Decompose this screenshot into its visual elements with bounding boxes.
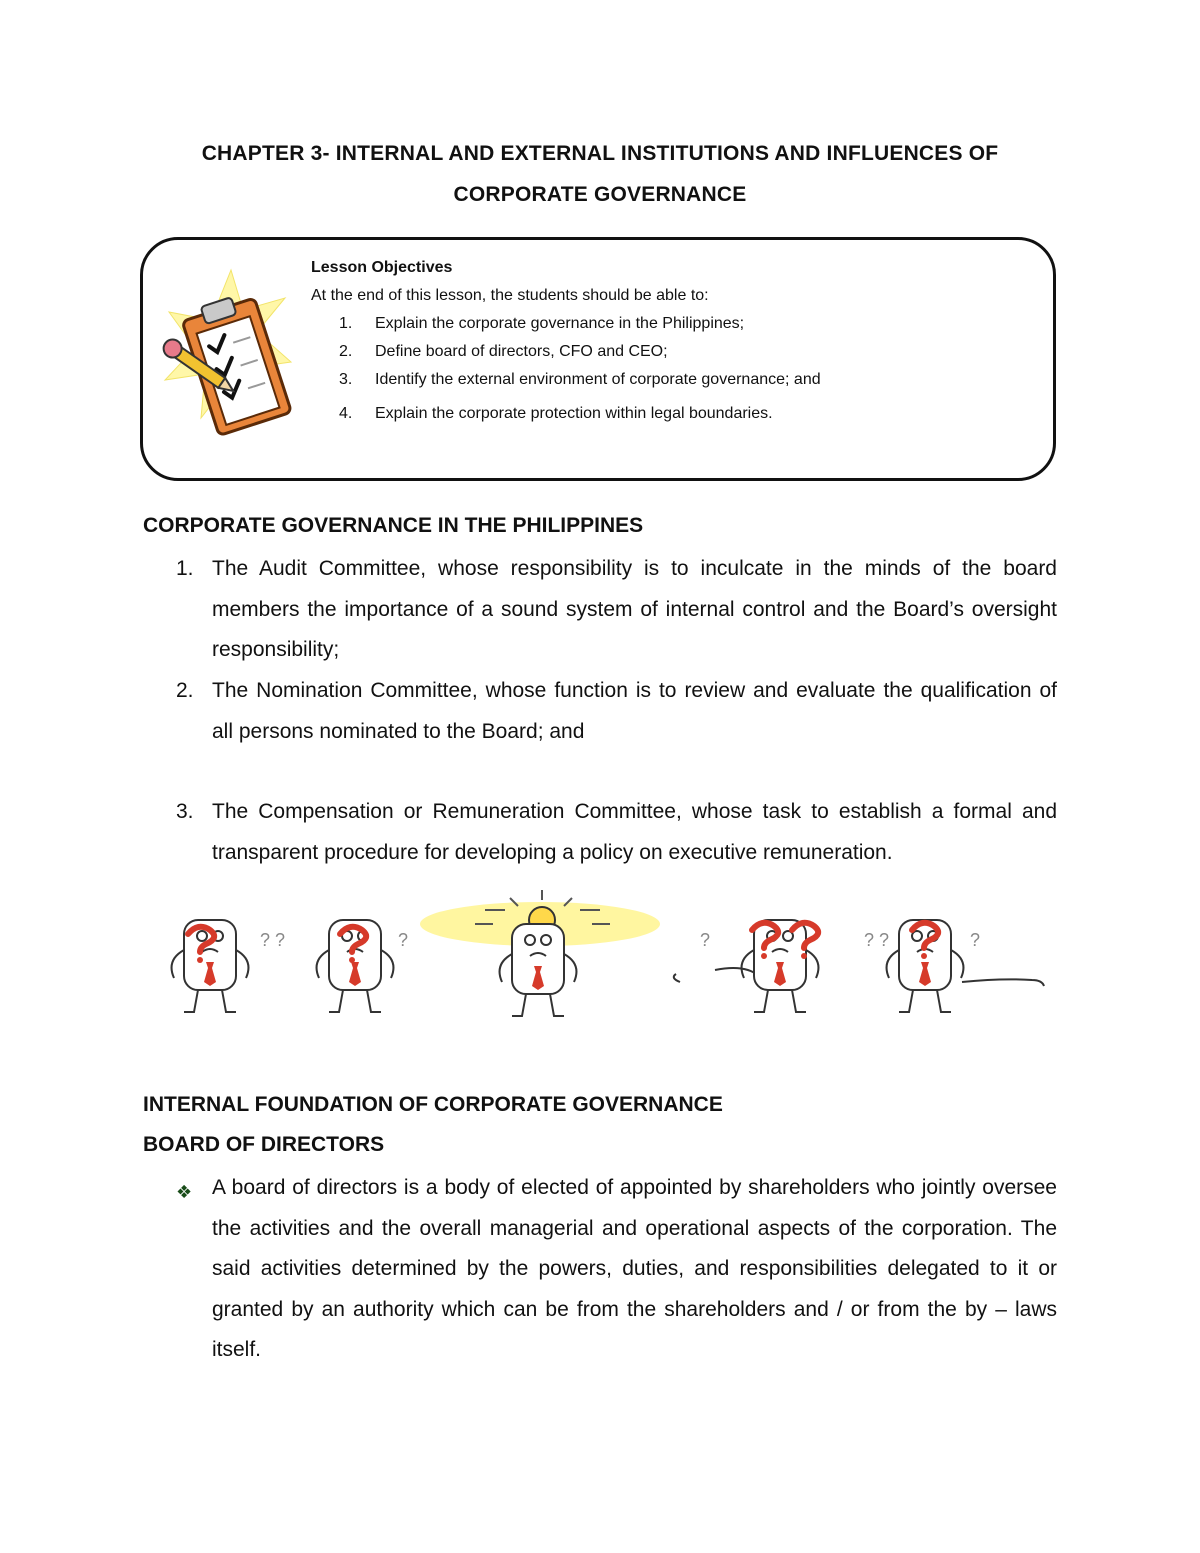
- section-heading-internal-foundation: INTERNAL FOUNDATION OF CORPORATE GOVERNANCE: [143, 1093, 723, 1116]
- committee-item-audit: 1. The Audit Committee, whose responsibility is to inculcate in the minds of the board members the importance of a sound system of internal control and the Board’s oversight responsibility;: [176, 557, 1057, 661]
- diamond-bullet-icon: ❖: [176, 1182, 193, 1202]
- svg-text:?: ?: [398, 930, 409, 950]
- svg-text:? ?: ? ?: [260, 930, 286, 950]
- list-item: 2. Define board of directors, CFO and CEO;: [339, 343, 668, 360]
- chapter-title-line-1: CHAPTER 3- INTERNAL AND EXTERNAL INSTITUTIONS AND INFLUENCES OF: [201, 142, 999, 165]
- clipboard-checklist-icon: [161, 268, 301, 458]
- committee-item-compensation: 3. The Compensation or Remuneration Committee, whose task to establish a formal and transparent procedure for developing a policy on executive remuneration.: [176, 800, 1057, 864]
- thinking-people-illustration: [140, 890, 1060, 1020]
- list-item: 3. Identify the external environment of corporate governance; and: [339, 371, 821, 388]
- objectives-intro: At the end of this lesson, the students should be able to:: [311, 287, 709, 304]
- svg-text:?: ?: [970, 930, 981, 950]
- lesson-objectives-box: [140, 237, 1056, 481]
- list-item: 1. Explain the corporate governance in the Philippines;: [339, 315, 745, 332]
- section-heading-philippines: CORPORATE GOVERNANCE IN THE PHILIPPINES: [143, 514, 644, 537]
- board-definition-bullet: ❖ A board of directors is a body of elected of appointed by shareholders who jointly oversee the activities and the overall managerial and operational aspects of the corporation. The said activities determined by the powers, duties, and responsibilities delegated to it or granted by an authority which can be from the shareholders and / or from the by – laws itself.: [212, 1168, 1057, 1371]
- list-item: 4. Explain the corporate protection within legal boundaries.: [339, 405, 773, 422]
- objectives-heading: Lesson Objectives: [311, 259, 453, 276]
- svg-text:? ?: ? ?: [864, 930, 890, 950]
- objectives-list: [339, 315, 821, 433]
- committee-item-nomination: 2. The Nomination Committee, whose function is to review and evaluate the qualification of all persons nominated to the Board; and: [176, 679, 1057, 743]
- subheading-board-of-directors: BOARD OF DIRECTORS: [143, 1133, 385, 1156]
- svg-text:?: ?: [700, 930, 711, 950]
- chapter-title-line-2: CORPORATE GOVERNANCE: [453, 183, 747, 206]
